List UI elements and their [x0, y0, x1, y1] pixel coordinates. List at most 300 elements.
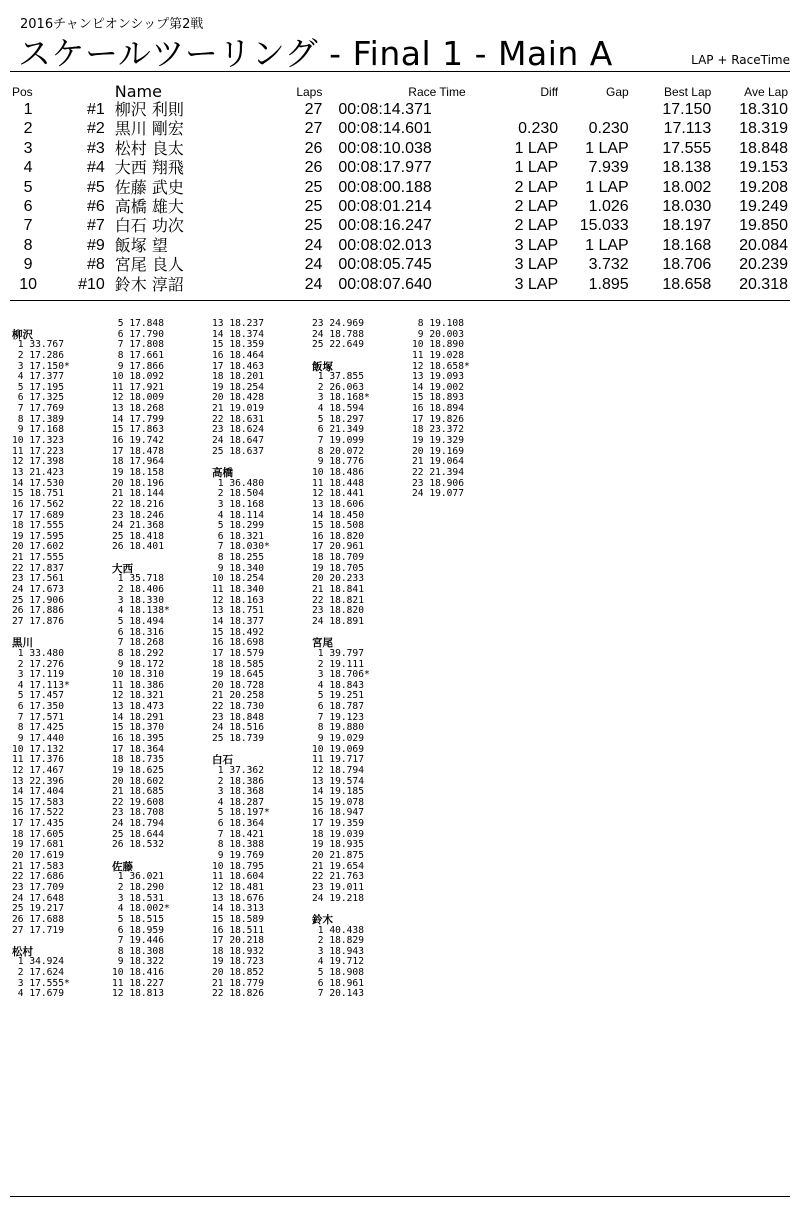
lap-time-entry: 23 18.820	[312, 605, 364, 617]
lap-column	[112, 319, 170, 1000]
result-race-time: 00:08:14.601	[338, 120, 432, 138]
lap-time-entry: 14 19.185	[312, 786, 364, 798]
result-diff: 3 LAP	[514, 256, 559, 274]
lap-time-entry: 12 18.794	[312, 764, 364, 776]
lap-time-entry: 7 19.123	[312, 711, 364, 723]
lap-time-entry: 15 18.359	[212, 339, 264, 351]
lap-time-entry: 4 18.287	[212, 796, 264, 808]
table-row	[10, 236, 790, 255]
col-diff: Diff	[540, 85, 559, 99]
lap-time-entry: 14 17.799	[112, 413, 164, 425]
results-table	[10, 84, 790, 294]
lap-time-entry: 11 17.921	[112, 381, 164, 393]
table-row	[10, 275, 790, 294]
lap-time-entry: 10 18.092	[112, 371, 164, 383]
lap-time-entry: 12 18.658*	[412, 360, 470, 372]
lap-time-entry: 14 19.002	[412, 381, 464, 393]
lap-time-entry: 21 17.555	[12, 552, 64, 564]
lap-time-entry: 5 17.457	[12, 690, 64, 702]
result-best-lap: 18.002	[662, 178, 712, 196]
result-number: #6	[86, 198, 105, 216]
lap-time-entry: 13 18.606	[312, 498, 364, 510]
lap-time-entry: 16 18.464	[212, 349, 264, 361]
lap-time-entry: 13 19.574	[312, 775, 364, 787]
result-race-time: 00:08:01.214	[338, 198, 432, 216]
result-race-time: 00:08:02.013	[338, 236, 432, 254]
lap-time-entry: 1 37.855	[312, 371, 364, 383]
result-gap: 3.732	[588, 256, 629, 274]
lap-time-entry: 4 18.138*	[112, 605, 170, 617]
lap-time-entry: 1 34.924	[12, 956, 64, 968]
lap-time-entry: 25 19.217	[12, 903, 64, 915]
lap-time-entry: 26 18.401	[112, 541, 164, 553]
lap-time-entry: 14 18.313	[212, 903, 264, 915]
lap-time-entry: 13 22.396	[12, 775, 64, 787]
lap-time-entry: 1 36.021	[112, 871, 164, 883]
result-pos: 8	[23, 236, 33, 254]
result-pos: 1	[23, 101, 33, 118]
lap-time-entry: 18 18.585	[212, 658, 264, 670]
lap-time-entry: 6 18.961	[312, 977, 364, 989]
lap-time-entry: 6 17.350	[12, 701, 64, 713]
result-best-lap: 17.150	[662, 101, 712, 118]
lap-time-entry: 22 18.216	[112, 498, 164, 510]
lap-time-entry: 19 17.681	[12, 839, 64, 851]
lap-time-entry: 4 18.002*	[112, 903, 170, 915]
lap-time-entry: 20 21.875	[312, 850, 364, 862]
lap-time-entry: 24 17.673	[12, 584, 64, 596]
lap-time-entry: 12 18.009	[112, 392, 164, 404]
lap-time-entry: 16 19.742	[112, 435, 164, 447]
lap-time-entry: 3 18.706*	[312, 669, 370, 681]
driver-lap-heading: 高橋	[212, 466, 233, 479]
lap-time-entry: 2 19.111	[312, 658, 364, 670]
lap-time-entry: 6 17.790	[112, 328, 164, 340]
driver-lap-heading: 飯塚	[312, 360, 333, 373]
lap-time-entry: 9 18.322	[112, 956, 164, 968]
table-row	[10, 100, 790, 119]
lap-time-entry: 14 18.377	[212, 615, 264, 627]
result-race-time: 00:08:10.038	[338, 139, 432, 157]
lap-time-entry: 10 19.069	[312, 743, 364, 755]
driver-lap-heading: 宮尾	[312, 637, 333, 650]
lap-time-entry: 5 19.251	[312, 690, 364, 702]
result-pos: 9	[23, 256, 33, 274]
driver-lap-heading: 大西	[112, 562, 133, 575]
col-laps: Laps	[296, 85, 323, 99]
lap-time-entry: 9 19.769	[212, 850, 264, 862]
lap-time-entry: 3 18.168*	[312, 392, 370, 404]
lap-time-entry: 20 18.196	[112, 477, 164, 489]
lap-time-entry: 24 19.218	[312, 892, 364, 904]
lap-time-entry: 13 21.423	[12, 466, 64, 478]
result-ave-lap: 18.310	[739, 101, 788, 118]
driver-lap-heading: 黒川	[12, 637, 33, 650]
lap-time-entry: 3 17.119	[12, 669, 64, 681]
lap-time-entry: 3 17.150*	[12, 360, 70, 372]
lap-time-entry: 25 18.644	[112, 828, 164, 840]
result-best-lap: 17.113	[663, 120, 712, 138]
lap-time-entry: 15 18.893	[412, 392, 464, 404]
lap-time-entry: 10 18.416	[112, 967, 164, 979]
lap-time-entry: 18 18.709	[312, 552, 364, 564]
lap-time-entry: 19 18.645	[212, 669, 264, 681]
result-diff: 1 LAP	[514, 139, 559, 157]
lap-time-entry: 8 18.255	[212, 552, 264, 564]
lap-time-entry: 2 18.504	[212, 488, 264, 500]
lap-time-entry: 23 18.906	[412, 477, 464, 489]
lap-time-entry: 17 20.961	[312, 541, 364, 553]
result-gap: 1.026	[588, 198, 629, 216]
lap-time-entry: 10 18.890	[412, 339, 464, 351]
lap-time-entry: 1 35.718	[112, 573, 164, 585]
lap-time-entry: 11 18.604	[212, 871, 264, 883]
col-pos: Pos	[12, 85, 33, 99]
lap-time-entry: 12 18.321	[112, 690, 164, 702]
lap-time-entry: 13 18.751	[212, 605, 264, 617]
lap-time-entry: 7 20.143	[312, 988, 364, 1000]
result-race-time: 00:08:07.640	[338, 275, 432, 293]
lap-column	[412, 319, 470, 500]
lap-time-entry: 8 20.072	[312, 445, 364, 457]
lap-time-entry: 17 17.435	[12, 818, 64, 830]
result-laps: 24	[304, 256, 323, 274]
lap-time-entry: 11 18.227	[112, 977, 164, 989]
lap-time-entry: 6 18.787	[312, 701, 364, 713]
result-number: #7	[86, 217, 105, 235]
result-best-lap: 18.138	[662, 159, 712, 177]
lap-time-entry: 12 17.398	[12, 456, 64, 468]
lap-time-entry: 21 18.144	[112, 488, 164, 500]
lap-time-entry: 21 18.779	[212, 977, 264, 989]
lap-time-entry: 15 17.583	[12, 796, 64, 808]
lap-time-entry: 13 18.676	[212, 892, 264, 904]
result-diff: 3 LAP	[514, 275, 559, 293]
result-laps: 25	[304, 178, 323, 196]
lap-time-entry: 17 19.826	[412, 413, 464, 425]
lap-time-entry: 9 17.440	[12, 732, 64, 744]
lap-time-entry: 20 17.602	[12, 541, 64, 553]
lap-time-entry: 26 17.886	[12, 605, 64, 617]
result-name: 白石 功次	[114, 216, 184, 236]
lap-time-entry: 21 18.841	[312, 584, 364, 596]
result-diff: 3 LAP	[514, 236, 559, 254]
table-row	[10, 255, 790, 274]
lap-time-entry: 6 18.321	[212, 530, 264, 542]
lap-time-entry: 2 18.290	[112, 881, 164, 893]
lap-time-entry: 9 20.003	[412, 328, 464, 340]
lap-time-entry: 4 17.679	[12, 988, 64, 1000]
lap-time-entry: 12 18.441	[312, 488, 364, 500]
lap-time-entry: 16 18.894	[412, 403, 464, 415]
event-subtitle: 2016チャンピオンシップ第2戦	[20, 17, 204, 32]
lap-time-entry: 22 18.821	[312, 594, 364, 606]
result-best-lap: 18.168	[662, 236, 712, 254]
lap-time-entry: 12 17.467	[12, 764, 64, 776]
lap-time-entry: 11 17.223	[12, 445, 64, 457]
table-row	[10, 158, 790, 177]
result-laps: 27	[304, 120, 323, 138]
result-best-lap: 18.706	[662, 256, 712, 274]
table-row	[10, 197, 790, 216]
lap-time-entry: 16 17.562	[12, 498, 64, 510]
lap-time-entry: 17 18.579	[212, 647, 264, 659]
lap-time-entry: 14 18.374	[212, 328, 264, 340]
lap-time-entry: 21 18.685	[112, 786, 164, 798]
result-diff: 2 LAP	[514, 198, 559, 216]
result-number: #10	[78, 275, 105, 293]
lap-time-entry: 19 18.158	[112, 466, 164, 478]
lap-time-entry: 3 17.555*	[12, 977, 70, 989]
lap-time-entry: 23 19.011	[312, 881, 364, 893]
result-best-lap: 17.555	[662, 139, 712, 157]
col-number	[46, 84, 115, 100]
lap-time-entry: 10 17.132	[12, 743, 64, 755]
lap-time-entry: 8 18.308	[112, 945, 164, 957]
lap-time-entry: 8 18.292	[112, 647, 164, 659]
lap-time-entry: 19 19.329	[412, 435, 464, 447]
lap-time-entry: 4 18.843	[312, 679, 364, 691]
result-gap: 1.895	[588, 275, 629, 293]
result-name: 佐藤 武史	[114, 177, 184, 197]
report-type-label: LAP + RaceTime	[691, 53, 790, 67]
lap-time-entry: 10 18.310	[112, 669, 164, 681]
lap-time-entry: 25 18.637	[212, 445, 264, 457]
lap-time-entry: 6 18.316	[112, 626, 164, 638]
lap-time-entry: 20 19.169	[412, 445, 464, 457]
result-laps: 26	[304, 139, 323, 157]
lap-time-entry: 15 18.589	[212, 913, 264, 925]
lap-time-entry: 7 17.769	[12, 403, 64, 415]
result-race-time: 00:08:00.188	[338, 178, 432, 196]
lap-time-entry: 7 17.808	[112, 339, 164, 351]
lap-time-entry: 18 18.201	[212, 371, 264, 383]
lap-time-entry: 19 17.595	[12, 530, 64, 542]
lap-time-entry: 22 18.631	[212, 413, 264, 425]
lap-time-entry: 24 19.077	[412, 488, 464, 500]
lap-time-entry: 9 17.866	[112, 360, 164, 372]
lap-time-entry: 4 17.377	[12, 371, 64, 383]
lap-time-entry: 3 18.168	[212, 498, 264, 510]
lap-time-entry: 25 18.739	[212, 732, 264, 744]
table-row	[10, 178, 790, 197]
lap-time-entry: 15 17.863	[112, 424, 164, 436]
lap-time-entry: 5 18.197*	[212, 807, 270, 819]
page-title: スケールツーリング - Final 1 - Main A	[18, 34, 613, 73]
lap-time-entry: 18 18.735	[112, 754, 164, 766]
result-gap: 1 LAP	[585, 139, 629, 157]
lap-time-entry: 12 18.481	[212, 881, 264, 893]
lap-time-entry: 24 18.516	[212, 722, 264, 734]
lap-time-entry: 1 33.767	[12, 339, 64, 351]
lap-time-entry: 8 18.388	[212, 839, 264, 851]
lap-time-entry: 4 18.114	[212, 509, 264, 521]
result-pos: 5	[23, 178, 33, 196]
lap-time-entry: 21 20.258	[212, 690, 264, 702]
result-pos: 2	[23, 120, 33, 138]
lap-time-entry: 16 18.820	[312, 530, 364, 542]
lap-time-entry: 22 21.763	[312, 871, 364, 883]
result-gap: 0.230	[588, 120, 629, 138]
lap-time-entry: 8 17.425	[12, 722, 64, 734]
lap-time-entry: 22 17.686	[12, 871, 64, 883]
lap-time-entry: 6 17.325	[12, 392, 64, 404]
lap-time-entry: 2 17.276	[12, 658, 64, 670]
driver-lap-heading: 鈴木	[312, 913, 333, 926]
result-ave-lap: 19.249	[739, 198, 788, 216]
lap-time-entry: 22 18.730	[212, 701, 264, 713]
lap-time-entry: 13 19.093	[412, 371, 464, 383]
lap-time-entry: 15 19.078	[312, 796, 364, 808]
col-gap: Gap	[606, 85, 629, 99]
lap-time-entry: 18 17.605	[12, 828, 64, 840]
lap-time-entry: 7 18.030*	[212, 541, 270, 553]
lap-time-entry: 19 18.254	[212, 381, 264, 393]
lap-time-entry: 13 18.268	[112, 403, 164, 415]
driver-lap-heading: 佐藤	[112, 860, 133, 873]
lap-time-entry: 21 19.064	[412, 456, 464, 468]
lap-time-entry: 7 17.571	[12, 711, 64, 723]
lap-time-entry: 8 19.880	[312, 722, 364, 734]
lap-time-entry: 14 18.291	[112, 711, 164, 723]
lap-time-entry: 2 18.406	[112, 584, 164, 596]
lap-time-entry: 8 17.661	[112, 349, 164, 361]
lap-time-entry: 12 18.813	[112, 988, 164, 1000]
header-rule	[10, 71, 790, 72]
lap-time-entry: 9 18.172	[112, 658, 164, 670]
result-pos: 3	[23, 139, 33, 157]
result-number: #1	[86, 101, 105, 118]
result-laps: 27	[304, 101, 323, 118]
lap-time-entry: 24 18.788	[312, 328, 364, 340]
lap-time-entry: 25 17.906	[12, 594, 64, 606]
result-number: #4	[86, 159, 105, 177]
result-race-time: 00:08:05.745	[338, 256, 432, 274]
lap-time-entry: 23 17.561	[12, 573, 64, 585]
result-ave-lap: 20.084	[739, 236, 788, 254]
lap-time-entry: 15 18.492	[212, 626, 264, 638]
driver-lap-heading: 松村	[12, 945, 33, 958]
lap-time-entry: 19 18.625	[112, 764, 164, 776]
lap-time-entry: 25 22.649	[312, 339, 364, 351]
lap-time-entry: 5 18.494	[112, 615, 164, 627]
lap-time-entry: 13 18.473	[112, 701, 164, 713]
lap-time-entry: 1 40.438	[312, 924, 364, 936]
lap-time-entry: 4 19.712	[312, 956, 364, 968]
result-gap: 1 LAP	[585, 236, 629, 254]
table-row	[10, 139, 790, 158]
result-laps: 24	[304, 275, 323, 293]
result-name: 柳沢 利則	[114, 100, 184, 119]
result-pos: 4	[23, 159, 33, 177]
lap-time-entry: 18 19.039	[312, 828, 364, 840]
lap-time-entry: 3 18.943	[312, 945, 364, 957]
result-best-lap: 18.658	[662, 275, 712, 293]
result-name: 大西 翔飛	[114, 158, 184, 178]
lap-time-entry: 19 18.935	[312, 839, 364, 851]
lap-time-entry: 11 19.028	[412, 349, 464, 361]
lap-time-entry: 1 37.362	[212, 764, 264, 776]
lap-time-entry: 9 18.340	[212, 562, 264, 574]
driver-lap-heading: 白石	[212, 754, 233, 767]
result-number: #3	[86, 139, 105, 157]
results-header-row	[10, 84, 790, 100]
driver-lap-heading: 柳沢	[12, 328, 33, 341]
lap-time-entry: 16 18.395	[112, 732, 164, 744]
lap-time-entry: 18 23.372	[412, 424, 464, 436]
lap-time-entry: 8 17.389	[12, 413, 64, 425]
result-ave-lap: 19.850	[739, 217, 788, 235]
lap-time-entry: 7 18.268	[112, 637, 164, 649]
lap-time-entry: 14 18.450	[312, 509, 364, 521]
lap-time-entry: 26 18.532	[112, 839, 164, 851]
lap-time-entry: 1 36.480	[212, 477, 264, 489]
lap-time-entry: 16 18.947	[312, 807, 364, 819]
result-pos: 6	[23, 198, 33, 216]
lap-time-entry: 23 24.969	[312, 318, 364, 329]
lap-time-entry: 7 18.421	[212, 828, 264, 840]
col-race-time: Race Time	[408, 85, 466, 99]
result-diff: 2 LAP	[514, 178, 559, 196]
lap-time-entry: 10 18.254	[212, 573, 264, 585]
lap-time-entry: 20 18.602	[112, 775, 164, 787]
result-diff: 1 LAP	[514, 159, 559, 177]
lap-time-entry: 18 18.932	[212, 945, 264, 957]
lap-time-entry: 22 21.394	[412, 466, 464, 478]
result-name: 松村 良太	[114, 138, 184, 158]
lap-time-entry: 2 17.624	[12, 967, 64, 979]
lap-time-entry: 9 17.168	[12, 424, 64, 436]
result-diff: 2 LAP	[514, 217, 559, 235]
lap-time-entry: 19 18.705	[312, 562, 364, 574]
lap-time-entry: 15 18.751	[12, 488, 64, 500]
lap-time-entry: 5 18.515	[112, 913, 164, 925]
lap-column	[312, 319, 370, 1000]
lap-time-entry: 14 17.530	[12, 477, 64, 489]
lap-time-entry: 10 18.795	[212, 860, 264, 872]
result-laps: 24	[304, 236, 323, 254]
result-number: #9	[86, 236, 105, 254]
lap-time-entry: 20 18.728	[212, 679, 264, 691]
lap-time-entry: 24 18.794	[112, 818, 164, 830]
result-best-lap: 18.030	[662, 198, 712, 216]
lap-time-entry: 27 17.719	[12, 924, 64, 936]
lap-time-entry: 16 17.522	[12, 807, 64, 819]
lap-time-entry: 17 19.359	[312, 818, 364, 830]
result-race-time: 00:08:17.977	[338, 159, 432, 177]
lap-time-entry: 11 18.340	[212, 584, 264, 596]
lap-time-entry: 3 18.531	[112, 892, 164, 904]
lap-time-entry: 20 18.852	[212, 967, 264, 979]
lap-time-entry: 17 18.478	[112, 445, 164, 457]
col-best-lap: Best Lap	[663, 85, 712, 99]
lap-time-entry: 25 18.418	[112, 530, 164, 542]
result-diff: 0.230	[518, 120, 559, 138]
col-ave-lap: Ave Lap	[744, 85, 788, 99]
result-gap: 15.033	[579, 217, 629, 235]
lap-time-entry: 11 18.448	[312, 477, 364, 489]
lap-times-section	[0, 319, 800, 1199]
result-name: 鈴木 淳詔	[114, 274, 184, 294]
result-gap: 7.939	[588, 159, 629, 177]
result-laps: 26	[304, 159, 323, 177]
table-row	[10, 216, 790, 235]
results-rule	[10, 300, 790, 301]
lap-time-entry: 21 19.654	[312, 860, 364, 872]
lap-time-entry: 11 19.717	[312, 754, 364, 766]
lap-time-entry: 23 18.246	[112, 509, 164, 521]
result-ave-lap: 20.318	[739, 275, 788, 293]
